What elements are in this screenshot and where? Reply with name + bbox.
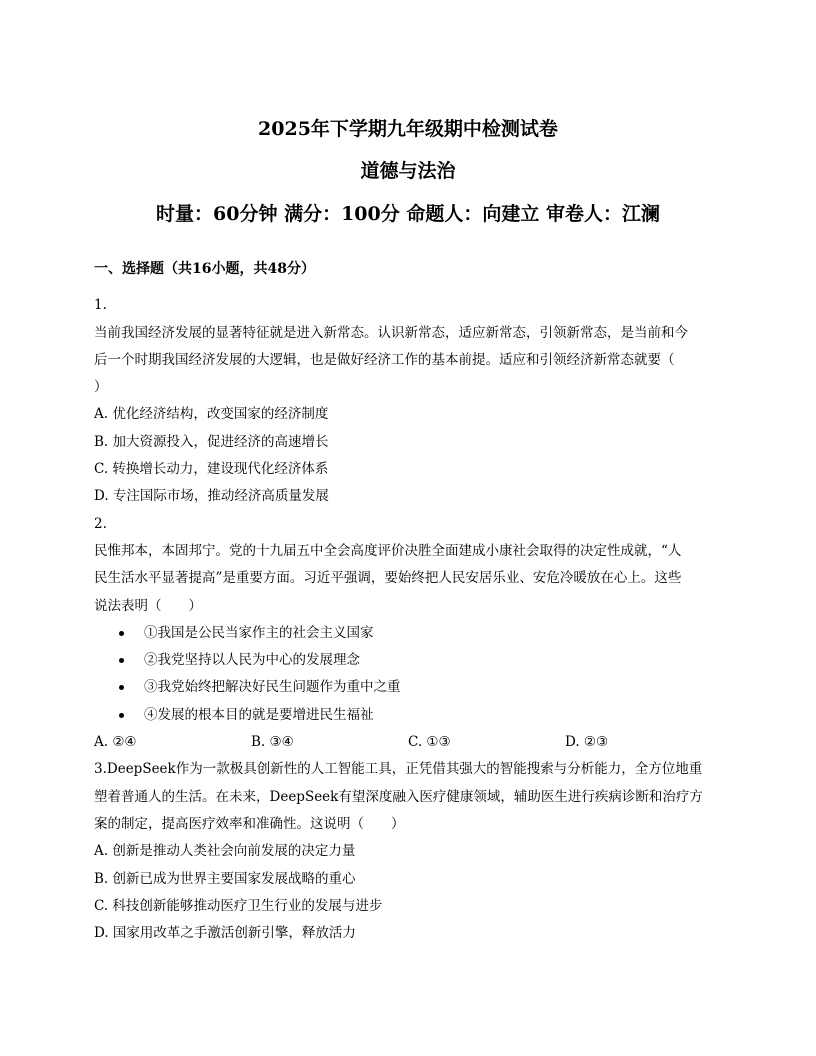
statement-item xyxy=(119,674,724,701)
option-d: D. 专注国际市场，推动经济高质量发展 xyxy=(94,488,329,505)
option-c: C. ①③ xyxy=(408,734,451,751)
option-a: A. ②④ xyxy=(94,734,137,751)
option-b: B. ③④ xyxy=(251,734,294,751)
exam-content xyxy=(94,256,724,947)
option-a: A. 优化经济结构，改变国家的经济制度 xyxy=(94,406,329,423)
question-stem-line: 塑着普通人的生活。在未来，DeepSeek有望深度融入医疗健康领域，辅助医生进行疾病诊断和治疗方 xyxy=(94,788,703,805)
statement-text: ①我国是公民当家作主的社会主义国家 xyxy=(144,624,374,641)
exam-title: 2025年下学期九年级期中检测试卷 xyxy=(258,118,558,140)
statement-item xyxy=(119,620,724,647)
bullet-dot-icon xyxy=(119,658,124,663)
question-number: 1. xyxy=(94,297,107,314)
question-stem-line: 民生活水平显著提高”是重要方面。习近平强调，要始终把人民安居乐业、安危冷暖放在心上。这些 xyxy=(94,570,682,587)
statement-text: ③我党始终把解决好民生问题作为重中之重 xyxy=(144,679,401,696)
statement-item xyxy=(119,647,724,674)
question-stem-line: 当前我国经济发展的显著特征就是进入新常态。认识新常态，适应新常态，引领新常态，是当前和今 xyxy=(94,324,688,341)
question-number: 2. xyxy=(94,515,107,532)
option-d: D. ②③ xyxy=(565,734,609,751)
option-row xyxy=(94,729,724,756)
question-stem-line: 后一个时期我国经济发展的大逻辑，也是做好经济工作的基本前提。适应和引领经济新常态就要（ xyxy=(94,351,675,368)
section-heading: 一、选择题（共16小题，共48分） xyxy=(94,261,315,277)
exam-info: 时量：60分钟 满分：100分 命题人：向建立 审卷人：江澜 xyxy=(156,203,660,225)
option-c: C. 转换增长动力，建设现代化经济体系 xyxy=(94,461,329,478)
question-stem-line: ） xyxy=(94,379,108,396)
statement-text: ②我党坚持以人民为中心的发展理念 xyxy=(144,652,360,669)
statement-list xyxy=(94,620,724,729)
statement-item xyxy=(119,702,724,729)
bullet-dot-icon xyxy=(119,713,124,718)
subject-title: 道德与法治 xyxy=(360,160,456,182)
option-d: D. 国家用改革之手激活创新引擎，释放活力 xyxy=(94,925,356,942)
option-b: B. 创新已成为世界主要国家发展战略的重心 xyxy=(94,870,356,887)
option-c: C. 科技创新能够推动医疗卫生行业的发展与进步 xyxy=(94,897,383,914)
bullet-dot-icon xyxy=(119,685,124,690)
question-stem-line: 民惟邦本，本固邦宁。党的十九届五中全会高度评价决胜全面建成小康社会取得的决定性成就，“人 xyxy=(94,542,682,559)
question-1 xyxy=(94,292,724,510)
question-stem-line: 说法表明（ ） xyxy=(94,597,202,614)
question-3 xyxy=(94,756,724,947)
option-a: A. 创新是推动人类社会向前发展的决定力量 xyxy=(94,843,356,860)
option-b: B. 加大资源投入，促进经济的高速增长 xyxy=(94,433,329,450)
statement-text: ④发展的根本目的就是要增进民生福祉 xyxy=(144,706,374,723)
question-2 xyxy=(94,511,724,757)
question-stem-line: 案的制定，提高医疗效率和准确性。这说明（ ） xyxy=(94,815,405,832)
question-stem-line: 3.DeepSeek作为一款极具创新性的人工智能工具，正凭借其强大的智能搜索与分析能力，全方位地重 xyxy=(94,761,703,778)
bullet-dot-icon xyxy=(119,631,124,636)
